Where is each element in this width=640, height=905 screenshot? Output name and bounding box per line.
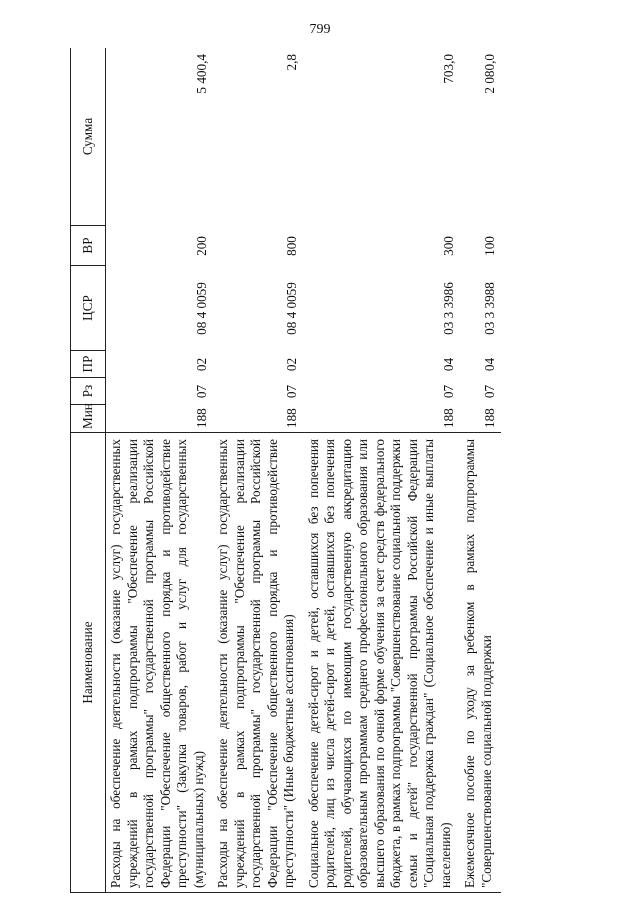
row-vr: 800 [284, 236, 299, 256]
row-pr: 02 [284, 357, 299, 372]
col-header-min: Мин [71, 405, 106, 433]
row-name: Расходы на обеспечение деятельности (оказание услуг) государственных учреждений в рамках подпрограммы "Обеспечение реализации государственной программы" государственной программы Российской Федерации "Обеспечение общественного порядка и противодействие преступности" (Иные бюджетные ассигнования) [213, 433, 304, 893]
col-header-vr: ВР [71, 226, 106, 266]
col-header-name: Наименование [71, 433, 106, 893]
table-header-row [71, 48, 106, 893]
row-min: 188 [440, 408, 456, 428]
row-rz: 07 [284, 384, 299, 399]
budget-table [70, 48, 501, 893]
row-csr: 08 4 0059 [284, 282, 299, 335]
col-header-rz: Рз [71, 378, 106, 405]
row-min: 188 [193, 408, 209, 428]
row-sum: 703,0 [304, 48, 461, 226]
row-name: Ежемесячное пособие по уходу за ребенком в рамках подпрограммы "Совершенствование социальной поддержки [460, 433, 501, 893]
table-row [460, 48, 501, 893]
row-min: 188 [284, 408, 299, 428]
row-csr: 08 4 0059 [193, 282, 209, 335]
table-row [304, 48, 461, 893]
row-rz: 07 [481, 384, 497, 399]
row-rz: 07 [440, 384, 456, 399]
row-sum: 5 400,4 [106, 48, 214, 226]
row-pr: 04 [481, 357, 497, 372]
row-min: 188 [481, 408, 497, 428]
row-rz: 07 [193, 384, 209, 399]
row-name: Социальное обеспечение детей-сирот и детей, оставшихся без попечения родителей, лиц из числа детей-сирот и детей, оставшихся без попечения родителей, обучающихся по имеющим государственную аккредитацию образовательным программам среднего профессионального образования или высшего образования по очной форме обучения за счет средств федерального бюджета, в рамках подпрограммы "Совершенствование социальной поддержки семьи и детей" государственной программы Российской Федерации "Социальная поддержка граждан" (Социальное обеспечение и иные выплаты населению) [304, 433, 461, 893]
row-vr: 200 [193, 236, 209, 256]
table-row [106, 48, 214, 893]
row-pr: 02 [193, 357, 209, 372]
col-header-pr: ПР [71, 351, 106, 378]
row-name: Расходы на обеспечение деятельности (оказание услуг) государственных учреждений в рамках подпрограммы "Обеспечение реализации государственной программы" государственной программы Российской Федерации "Обеспечение общественного порядка и противодействие преступности" (Закупка товаров, работ и услуг для государственных (муниципальных) нужд) [106, 433, 214, 893]
row-pr: 04 [440, 357, 456, 372]
row-csr: 03 3 3986 [440, 282, 456, 335]
row-vr: 300 [440, 236, 456, 256]
rotated-page-area [70, 48, 610, 893]
budget-table-rotated [70, 48, 610, 893]
col-header-csr: ЦСР [71, 266, 106, 351]
row-csr: 03 3 3988 [481, 282, 497, 335]
table-row [213, 48, 304, 893]
page-number: 799 [309, 22, 331, 37]
col-header-sum: Сумма [71, 48, 106, 226]
row-vr: 100 [481, 236, 497, 256]
row-sum: 2 080,0 [460, 48, 501, 226]
row-sum: 2,8 [213, 48, 304, 226]
